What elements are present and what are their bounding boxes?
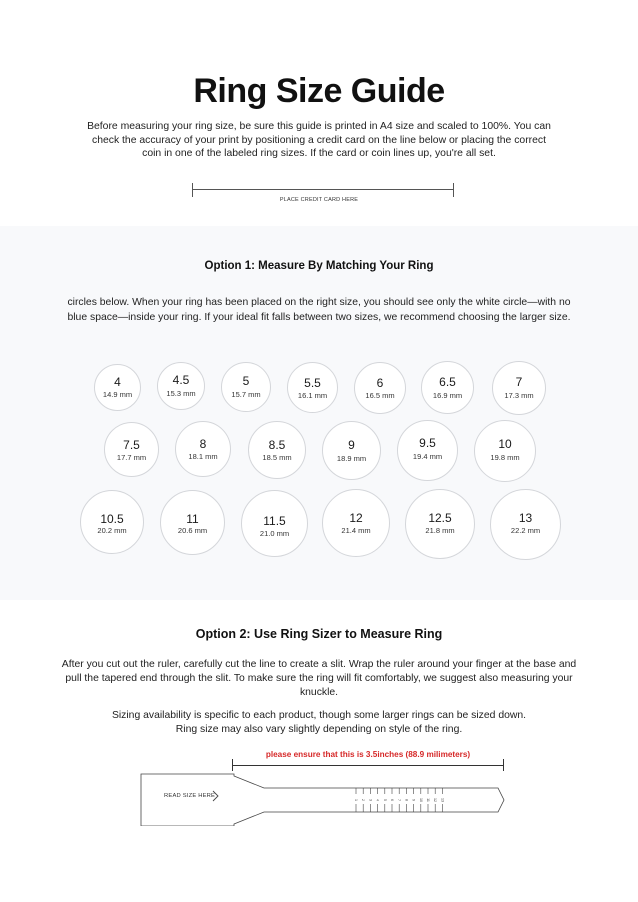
credit-card-label: PLACE CREDIT CARD HERE	[279, 197, 359, 203]
ring-mm-label: 16.1 mm	[297, 391, 328, 400]
ring-mm-label: 17.3 mm	[504, 391, 534, 400]
page-title: Ring Size Guide	[193, 72, 445, 110]
ruler-number: 2	[361, 799, 366, 801]
ring-size-label: 5.5	[304, 376, 321, 390]
ring-size-circle	[248, 421, 306, 479]
ring-size-circle	[421, 361, 474, 414]
ring-size-label: 11.5	[263, 514, 286, 528]
option2-text: After you cut out the ruler, carefully cut the line to create a slit. Wrap the ruler around your finger at the base and pull the tapered end through the slit. To make sure the ring will fit comfortably, we suggest also measuring your knuckle.	[61, 659, 577, 698]
ring-size-circle	[474, 420, 536, 482]
ring-size-label: 6.5	[439, 375, 456, 389]
ring-size-label: 9.5	[419, 436, 436, 450]
ruler-number: 6	[390, 799, 395, 801]
ruler-number: 13	[440, 798, 445, 802]
ring-size-label: 9	[348, 438, 355, 452]
ring-size-label: 8.5	[268, 438, 286, 452]
ring-size-circle	[492, 361, 546, 415]
ring-size-circle	[322, 421, 381, 480]
ring-mm-label: 18.5 mm	[262, 453, 292, 462]
ring-size-circle	[157, 362, 205, 410]
ring-size-circle	[405, 489, 475, 559]
ring-mm-label: 19.4 mm	[412, 452, 443, 461]
read-size-label: READ SIZE HERE	[164, 793, 216, 799]
ruler-number: 1	[354, 799, 359, 801]
ruler-number: 8	[404, 799, 409, 801]
ring-size-label: 7	[515, 375, 523, 389]
ruler-number: 7	[397, 799, 402, 801]
ruler-number: 10	[418, 798, 423, 802]
ruler-number: 11	[426, 798, 431, 802]
ring-mm-label: 20.6 mm	[177, 526, 208, 535]
ruler-number: 12	[433, 798, 438, 802]
ring-size-circle	[241, 490, 308, 557]
availability-text: Sizing availability is specific to each product, though some larger rings can be sized down. Ring size may also vary slightly depending on style of the ring.	[111, 710, 527, 735]
ring-size-circle	[160, 490, 225, 555]
ring-mm-label: 18.1 mm	[188, 452, 218, 461]
option1-title: Option 1: Measure By Matching Your Ring	[204, 260, 434, 272]
ring-size-label: 10	[498, 437, 512, 451]
ring-size-circle	[94, 364, 141, 411]
ring-size-circle	[322, 489, 390, 557]
ring-size-circle	[221, 362, 271, 412]
ring-size-label: 6	[376, 376, 384, 390]
ring-size-circle	[175, 421, 231, 477]
ring-mm-label: 21.4 mm	[341, 526, 371, 535]
chevron-right-icon	[211, 790, 220, 802]
ruler-number: 9	[411, 799, 416, 801]
ruler-number: 3	[368, 799, 373, 801]
ring-mm-label: 14.9 mm	[102, 390, 133, 399]
ring-mm-label: 16.9 mm	[432, 391, 463, 400]
ring-size-circle	[287, 362, 338, 413]
ring-size-label: 12	[349, 511, 363, 525]
ring-mm-label: 22.2 mm	[510, 526, 541, 535]
ring-mm-label: 15.7 mm	[231, 390, 261, 399]
ring-mm-label: 16.5 mm	[365, 391, 395, 400]
ring-size-label: 7.5	[123, 438, 140, 452]
option1-text: circles below. When your ring has been placed on the right size, you should see only the white circle—with no blue space—inside your ring. If your ideal fit falls between two sizes, we recommend choosing the larger size.	[67, 297, 571, 323]
ring-mm-label: 18.9 mm	[336, 454, 367, 463]
ring-size-label: 12.5	[428, 511, 452, 525]
measure-warning: please ensure that this is 3.5inches (88.9 milimeters)	[265, 750, 471, 759]
intro-paragraph: Before measuring your ring size, be sure this guide is printed in A4 size and scaled to 100%. You can check the accuracy of your print by positioning a credit card on the line below or placing the correct coin in one of the labeled ring sizes. If the card or coin lines up, you're all set.	[87, 121, 551, 159]
ring-size-label: 13	[518, 511, 533, 525]
ring-size-circle	[104, 422, 159, 477]
ring-size-circle	[354, 362, 406, 414]
ring-size-label: 4.5	[172, 373, 190, 387]
option2-title: Option 2: Use Ring Sizer to Measure Ring	[195, 627, 443, 641]
ring-mm-label: 21.0 mm	[259, 529, 290, 538]
ring-mm-label: 15.3 mm	[166, 389, 196, 398]
ring-mm-label: 19.8 mm	[490, 453, 520, 462]
ring-size-circle	[80, 490, 144, 554]
ring-mm-label: 20.2 mm	[97, 526, 127, 535]
credit-card-line	[192, 183, 454, 197]
ring-size-label: 4	[114, 375, 121, 389]
ring-size-label: 11	[186, 512, 199, 526]
ruler-number: 4	[375, 799, 380, 801]
ring-size-label: 10.5	[100, 512, 124, 526]
ring-size-label: 5	[242, 374, 250, 388]
ring-mm-label: 17.7 mm	[116, 453, 147, 462]
ruler-number: 5	[382, 799, 387, 801]
ring-size-circle	[397, 420, 458, 481]
ring-size-label: 8	[199, 437, 207, 451]
ring-mm-label: 21.8 mm	[425, 526, 455, 535]
ring-size-circle	[490, 489, 561, 560]
